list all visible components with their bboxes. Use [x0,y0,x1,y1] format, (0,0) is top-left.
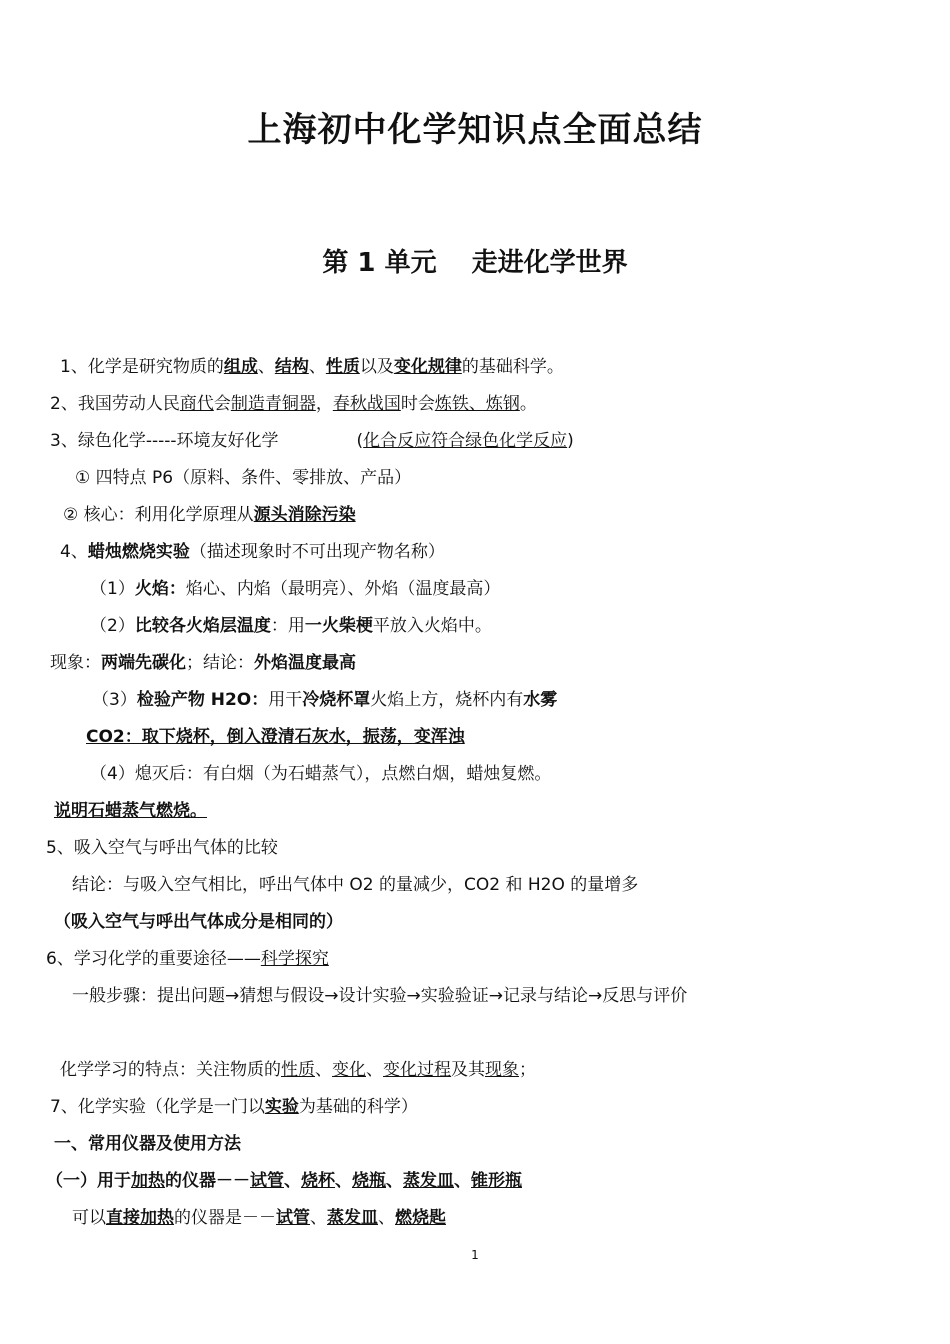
keyword: 烧杯 [301,1171,335,1191]
text: （1） [90,579,135,599]
text: 现象： [50,653,101,673]
keyword: 火焰： [134,579,186,599]
text: 化学学习的特点：关注物质的 [60,1060,281,1080]
keyword: 现象 [485,1060,519,1080]
line-12: （4）熄灭后：有白烟（为石蜡蒸气），点燃白烟，蜡烛复燃。 [90,764,552,784]
keyword: 组成 [223,357,258,377]
text: 、 [386,1171,403,1191]
text: 火焰上方，烧杯内有 [370,690,524,710]
keyword: 炼铁、炼钢 [434,394,520,414]
text: 7、化学实验（化学是一门以 [50,1097,265,1117]
keyword: 试管 [276,1208,310,1228]
text: 及其 [451,1060,485,1080]
keyword: 加热 [131,1171,165,1191]
line-21: 一、常用仪器及使用方法 [54,1134,241,1154]
text: ； [519,1060,536,1080]
text: ② 核心：利用化学原理从 [63,505,254,525]
text: 、 [310,1208,327,1228]
keyword: 商代 [179,394,214,414]
keyword: 性质 [281,1060,315,1080]
text: 用干 [268,690,303,710]
text: ：用 [270,616,305,636]
keyword: 化合反应符合绿色化学反应 [363,431,568,451]
text: 焰心、内焰（最明亮）、外焰（温度最高） [185,579,501,599]
keyword: 外焰温度最高 [254,653,356,673]
text: 、 [335,1171,352,1191]
line-14: 5、吸入空气与呼出气体的比较 [46,838,278,858]
text: 。 [519,394,537,414]
text: （2） [90,616,135,636]
line-13: 说明石蜡蒸气燃烧。 [54,801,207,821]
keyword: 烧瓶 [352,1171,386,1191]
keyword: 比较各火焰层温度 [134,616,271,636]
line-9 [50,652,356,674]
keyword: 变化规律 [393,357,462,377]
line-23 [72,1207,446,1229]
keyword: 实验 [264,1097,299,1117]
line-17 [46,948,329,970]
keyword: 变化 [332,1060,366,1080]
text: 6、学习化学的重要途径—— [46,949,261,969]
text: 以及 [359,357,394,377]
keyword: 两端先碳化 [101,653,186,673]
text: 的基础科学。 [461,357,564,377]
keyword: 冷烧杯罩 [302,690,371,710]
line-3 [50,430,574,452]
line-22 [46,1170,522,1192]
text: 、 [315,1060,332,1080]
text: 2、我国劳动人民 [50,394,180,414]
line-8 [90,615,492,637]
line-10 [92,689,557,711]
page-number: 1 [471,1248,479,1262]
keyword: 试管 [250,1171,284,1191]
keyword: 制造青铜器 [230,394,316,414]
text: 为基础的科学） [298,1097,418,1117]
line-18: 一般步骤：提出问题→猜想与假设→设计实验→实验验证→记录与结论→反思与评价 [72,986,688,1006]
line-19 [60,1059,536,1081]
line-5 [63,504,356,526]
text: （描述现象时不可出现产物名称） [189,542,445,562]
keyword: 直接加热 [106,1208,174,1228]
keyword: 锥形瓶 [471,1171,522,1191]
keyword: 源头消除污染 [253,505,356,525]
keyword: 蒸发皿 [327,1208,378,1228]
keyword: 变化过程 [383,1060,451,1080]
text: 、 [308,357,326,377]
keyword: 科学探究 [260,949,329,969]
text: 会 [213,394,231,414]
keyword: 一火柴梗 [304,616,373,636]
text: ；结论： [186,653,254,673]
line-6 [60,541,445,563]
text: 、 [366,1060,383,1080]
text: 可以 [72,1208,106,1228]
line-20 [50,1096,418,1118]
text: ) [567,431,574,451]
line-11: CO2：取下烧杯，倒入澄清石灰水，振荡，变浑浊 [86,727,465,747]
text: ， [315,394,333,414]
text: 、 [454,1171,471,1191]
keyword: 春秋战国 [332,394,401,414]
keyword: 检验产物 H2O： [136,690,269,710]
text: 的仪器是－－ [174,1208,276,1228]
line-4: ① 四特点 P6（原料、条件、零排放、产品） [75,468,412,488]
unit-heading: 第 1 单元 走进化学世界 [322,248,628,278]
keyword: 蒸发皿 [403,1171,454,1191]
line-2 [50,393,537,415]
line-16: （吸入空气与呼出气体成分是相同的） [54,912,343,932]
text: 1、化学是研究物质的 [60,357,224,377]
text: ( [356,431,364,451]
line-7 [90,578,500,600]
keyword: 水雾 [523,690,558,710]
text: 、 [257,357,275,377]
keyword: 结构 [274,357,309,377]
line-15: 结论：与吸入空气相比，呼出气体中 O2 的量减少，CO2 和 H2O 的量增多 [72,875,639,895]
keyword: 性质 [325,357,360,377]
text: 时会 [400,394,435,414]
text: 的仪器－－ [165,1171,250,1191]
line-1 [60,356,564,378]
text: 4、 [60,542,88,562]
keyword: 燃烧匙 [395,1208,446,1228]
text: 3、绿色化学-----环境友好化学 [50,431,279,451]
text: （一）用于 [46,1171,131,1191]
text: 、 [378,1208,395,1228]
text: 平放入火焰中。 [372,616,492,636]
keyword: 蜡烛燃烧实验 [87,542,190,562]
text: 、 [284,1171,301,1191]
document-title: 上海初中化学知识点全面总结 [247,110,703,150]
text: （3） [92,690,137,710]
